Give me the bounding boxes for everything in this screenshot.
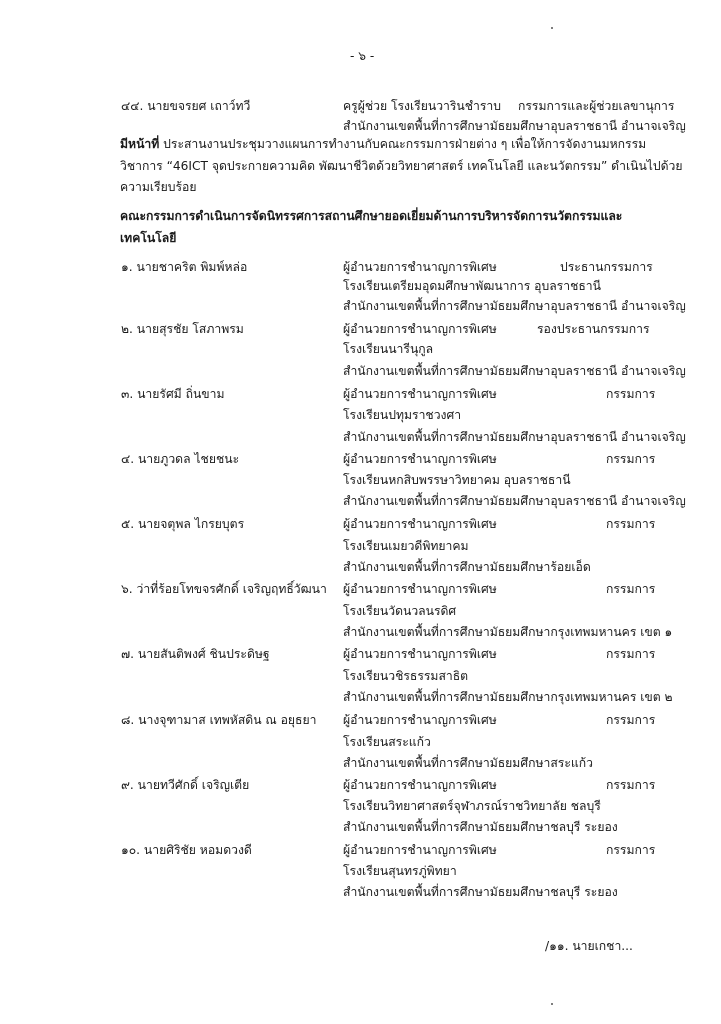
continuation-marker: /๑๑. นายเกชา... [545,939,633,953]
member-position: ผู้อำนวยการชำนาญการพิเศษ [343,517,497,531]
member-role: กรรมการ [606,778,656,792]
member-school: โรงเรียนเมยวดีพิทยาคม [343,539,469,553]
member-role: กรรมการ [606,582,656,596]
member-role: กรรมการ [606,647,656,661]
member-office: สำนักงานเขตพื้นที่การศึกษามัธยมศึกษาอุบลราชธานี อำนาจเจริญ [343,494,686,508]
member-name: ๑. นายชาคริต พิมพ์หล่อ [121,260,248,274]
scan-speck [551,1003,553,1005]
member-school: โรงเรียนนารีนุกูล [343,342,434,356]
member-school: โรงเรียนวชิรธรรมสาธิต [343,669,469,683]
member-name: ๗. นายสันติพงศ์ ชินประดิษฐ [121,647,270,661]
member-role: กรรมการ [606,387,656,401]
member-role: ประธานกรรมการ [560,260,653,274]
member-name: ๔. นายภูวดล ไชยชนะ [121,452,240,466]
member-office: สำนักงานเขตพื้นที่การศึกษามัธยมศึกษาอุบลราชธานี อำนาจเจริญ [343,430,686,444]
duty-label: มีหน้าที่ [120,137,160,151]
duty-line-1: มีหน้าที่ ประสานงานประชุมวางแผนการทำงานกับคณะกรรมการฝ่ายต่าง ๆ เพื่อให้การจัดงานมหกรรม [120,137,647,151]
member-office: สำนักงานเขตพื้นที่การศึกษามัธยมศึกษาอุบลราชธานี อำนาจเจริญ [343,299,686,313]
member-position: ผู้อำนวยการชำนาญการพิเศษ [343,322,497,336]
member-position: ผู้อำนวยการชำนาญการพิเศษ [343,647,497,661]
member-office: สำนักงานเขตพื้นที่การศึกษามัธยมศึกษาร้อยเอ็ด [343,560,591,574]
member-role: กรรมการ [606,452,656,466]
member-position: ผู้อำนวยการชำนาญการพิเศษ [343,713,497,727]
member-role: กรรมการ [606,713,656,727]
committee-heading: คณะกรรมการดำเนินการจัดนิทรรศการสถานศึกษายอดเยี่ยมด้านการบริหารจัดการนวัตกรรมและ [120,209,623,223]
duty-line-2: วิชาการ “46ICT จุดประกายความคิด พัฒนาชีวิตด้วยวิทยาศาสตร์ เทคโนโลยี และนวัตกรรม” ดำเนินไปด้วย [120,159,683,173]
member-office: สำนักงานเขตพื้นที่การศึกษามัธยมศึกษาชลบุรี ระยอง [343,820,618,834]
member-name: ๖. ว่าที่ร้อยโทขจรศักดิ์ เจริญฤทธิ์วัฒนา [121,582,327,596]
member-name: ๓. นายรัศมี ถิ่นขาม [121,387,225,401]
member-name: ๕. นายจตุพล ไกรยบุตร [121,517,245,531]
duty-line-3: ความเรียบร้อย [120,180,197,194]
scan-speck [551,27,553,29]
member-name: ๙. นายทวีศักดิ์ เจริญเตีย [121,778,250,792]
member-position: ผู้อำนวยการชำนาญการพิเศษ [343,260,497,274]
member-school: โรงเรียนสระแก้ว [343,735,431,749]
member-position: ผู้อำนวยการชำนาญการพิเศษ [343,452,497,466]
member-school: โรงเรียนวิทยาศาสตร์จุฬาภรณ์ราชวิทยาลัย ชลบุรี [343,799,601,813]
member-name: ๑๐. นายศิริชัย หอมดวงดี [121,843,252,857]
member-name: ๒. นายสุรชัย โสภาพรม [121,322,244,336]
member-position: ผู้อำนวยการชำนาญการพิเศษ [343,582,497,596]
page-number: - ๖ - [350,49,375,63]
member-school: โรงเรียนสุนทรภู่พิทยา [343,864,457,878]
member-office: สำนักงานเขตพื้นที่การศึกษามัธยมศึกษาสระแก้ว [343,756,593,770]
member-role: รองประธานกรรมการ [537,322,650,336]
member-school: โรงเรียนปทุมราชวงศา [343,408,462,422]
member-name: ๔๔. นายขจรยศ เถาว์ทวี [121,99,251,113]
member-position: ผู้อำนวยการชำนาญการพิเศษ [343,843,497,857]
member-position: ครูผู้ช่วย โรงเรียนวารินชำราบ [343,99,502,113]
member-role: กรรมการ [606,843,656,857]
member-position: ผู้อำนวยการชำนาญการพิเศษ [343,387,497,401]
member-office: สำนักงานเขตพื้นที่การศึกษามัธยมศึกษากรุงเทพมหานคร เขต ๑ [343,625,673,639]
member-school: โรงเรียนวัดนวลนรดิศ [343,604,457,618]
member-office: สำนักงานเขตพื้นที่การศึกษามัธยมศึกษากรุงเทพมหานคร เขต ๒ [343,690,673,704]
member-position: ผู้อำนวยการชำนาญการพิเศษ [343,778,497,792]
committee-heading-cont: เทคโนโลยี [120,231,177,245]
member-office: สำนักงานเขตพื้นที่การศึกษามัธยมศึกษาอุบลราชธานี อำนาจเจริญ [343,119,686,133]
member-name: ๘. นางจุฑามาส เทพหัสดิน ณ อยุธยา [121,713,317,727]
member-role: กรรมการและผู้ช่วยเลขานุการ [518,99,675,113]
member-office: สำนักงานเขตพื้นที่การศึกษามัธยมศึกษาชลบุรี ระยอง [343,885,618,899]
member-office: สำนักงานเขตพื้นที่การศึกษามัธยมศึกษาอุบลราชธานี อำนาจเจริญ [343,364,686,378]
member-school: โรงเรียนหกสิบพรรษาวิทยาคม อุบลราชธานี [343,473,571,487]
member-role: กรรมการ [606,517,656,531]
member-school: โรงเรียนเตรียมอุดมศึกษาพัฒนาการ อุบลราชธานี [343,279,601,293]
